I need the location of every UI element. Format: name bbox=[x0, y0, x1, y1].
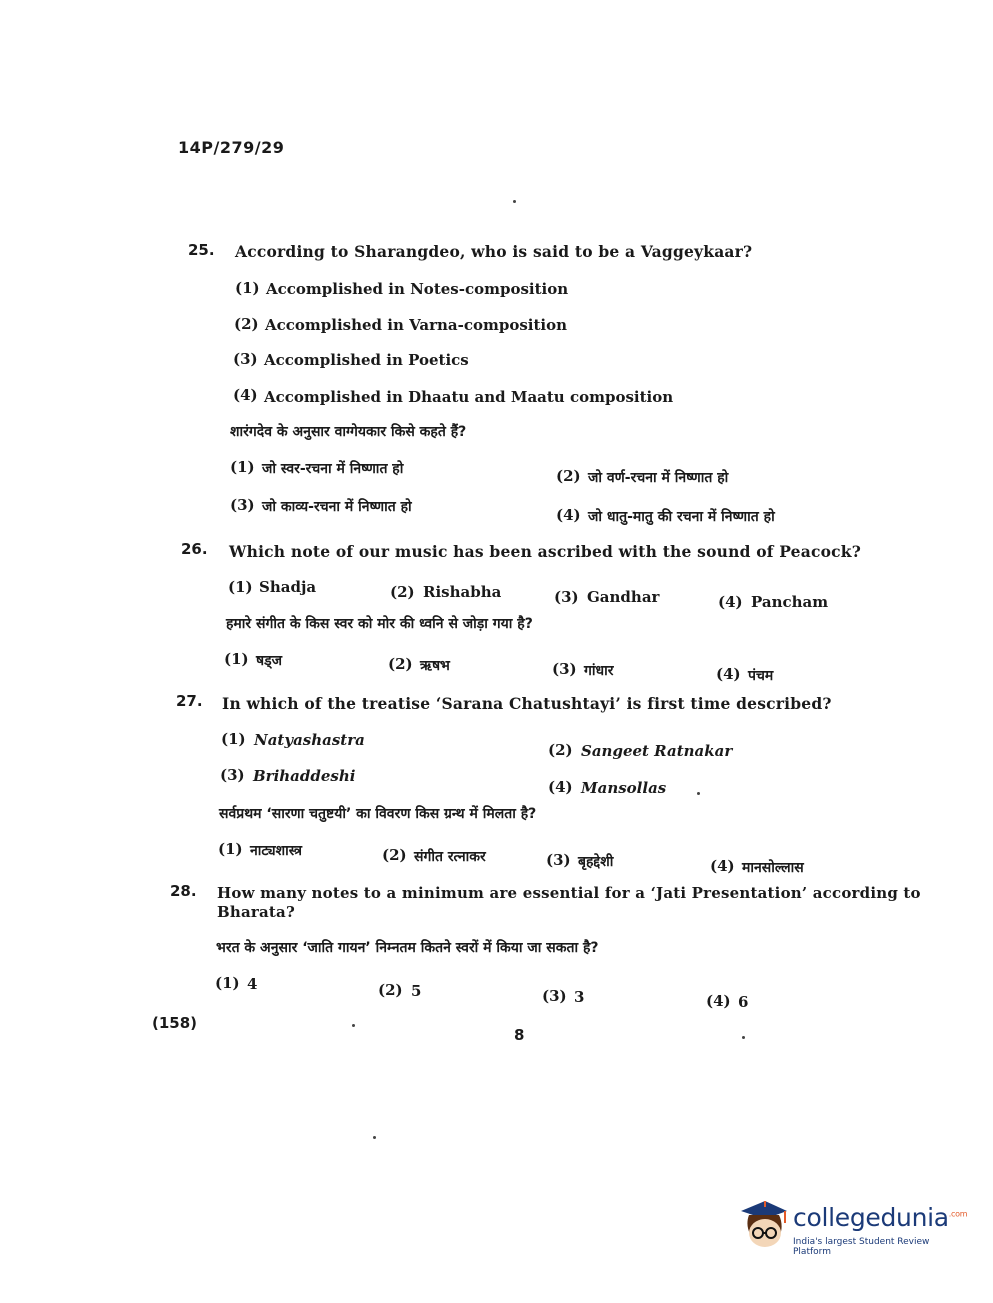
option-number: (2) bbox=[390, 583, 415, 601]
logo-wordmark: collegedunia$^{.com}$ bbox=[793, 1203, 968, 1232]
question-text: Which note of our music has been ascribed with the sound of Peacock? bbox=[229, 542, 862, 561]
option-number: (3) bbox=[554, 588, 579, 606]
question-number: 28. bbox=[170, 882, 197, 900]
option-number: (4) bbox=[233, 386, 258, 404]
hindi-option-text: पंचम bbox=[748, 668, 774, 684]
hindi-option-number: (1) bbox=[218, 840, 243, 858]
hindi-option-number: (2) bbox=[556, 467, 581, 485]
scan-speck bbox=[513, 200, 516, 203]
option-number: (4) bbox=[718, 593, 743, 611]
option-text: 4 bbox=[247, 975, 258, 993]
hindi-option-text: गांधार bbox=[584, 663, 614, 679]
option-text: Pancham bbox=[751, 593, 829, 611]
hindi-question-text: शारंगदेव के अनुसार वाग्गेयकार किसे कहते हैं? bbox=[230, 424, 467, 440]
hindi-option-text: ऋषभ bbox=[420, 658, 450, 674]
hindi-option-number: (3) bbox=[546, 851, 571, 869]
hindi-option-number: (3) bbox=[230, 496, 255, 514]
option-number: (3) bbox=[233, 350, 258, 368]
option-text: Brihaddeshi bbox=[253, 767, 356, 785]
question-text: According to Sharangdeo, who is said to be a Vaggeykaar? bbox=[235, 242, 753, 261]
option-number: (2) bbox=[234, 315, 259, 333]
paper-code: 14P/279/29 bbox=[178, 138, 285, 157]
option-number: (2) bbox=[378, 981, 403, 999]
question-number: 25. bbox=[188, 241, 215, 259]
option-text: 6 bbox=[738, 993, 749, 1011]
option-text: Sangeet Ratnakar bbox=[581, 742, 733, 760]
hindi-option-number: (2) bbox=[382, 846, 407, 864]
option-text: Accomplished in Dhaatu and Maatu composition bbox=[264, 388, 674, 406]
question-text-line2: Bharata? bbox=[217, 903, 295, 921]
option-text: Shadja bbox=[259, 578, 317, 596]
option-text: Natyashastra bbox=[254, 731, 365, 749]
option-number: (4) bbox=[548, 778, 573, 796]
page-number: 8 bbox=[514, 1026, 525, 1044]
hindi-option-text: जो काव्य-रचना में निष्णात हो bbox=[262, 499, 412, 515]
hindi-option-number: (2) bbox=[388, 655, 413, 673]
hindi-option-text: मानसोल्लास bbox=[742, 860, 804, 876]
hindi-question-text: सर्वप्रथम ‘सारणा चतुष्टयी’ का विवरण किस ग्रन्थ में मिलता है? bbox=[219, 806, 537, 822]
option-text: Mansollas bbox=[581, 779, 667, 797]
option-number: (4) bbox=[706, 992, 731, 1010]
option-text: Accomplished in Varna-composition bbox=[265, 316, 568, 334]
option-number: (3) bbox=[542, 987, 567, 1005]
hindi-option-text: नाट्यशास्त्र bbox=[250, 843, 302, 859]
scan-speck bbox=[742, 1036, 745, 1039]
hindi-option-number: (4) bbox=[716, 665, 741, 683]
mascot-icon bbox=[735, 1195, 791, 1257]
hindi-option-number: (3) bbox=[552, 660, 577, 678]
option-number: (1) bbox=[235, 279, 260, 297]
hindi-option-number: (4) bbox=[710, 857, 735, 875]
hindi-question-text: हमारे संगीत के किस स्वर को मोर की ध्वनि से जोड़ा गया है? bbox=[226, 616, 533, 632]
scan-speck bbox=[373, 1136, 376, 1139]
option-text: 5 bbox=[411, 982, 422, 1000]
option-text: 3 bbox=[574, 988, 585, 1006]
option-text: Rishabha bbox=[423, 583, 502, 601]
hindi-option-number: (1) bbox=[224, 650, 249, 668]
hindi-option-number: (1) bbox=[230, 458, 255, 476]
hindi-option-text: जो स्वर-रचना में निष्णात हो bbox=[262, 461, 404, 477]
question-number: 27. bbox=[176, 692, 203, 710]
question-text: In which of the treatise ‘Sarana Chatushtayi’ is first time described? bbox=[222, 694, 832, 713]
hindi-question-text: भरत के अनुसार ‘जाति गायन’ निम्नतम कितने स्वरों में किया जा सकता है? bbox=[216, 940, 599, 956]
scan-speck bbox=[352, 1024, 355, 1027]
hindi-option-text: संगीत रत्नाकर bbox=[414, 849, 486, 865]
question-text-line1: How many notes to a minimum are essential for a ‘Jati Presentation’ according to bbox=[217, 884, 921, 902]
hindi-option-text: जो वर्ण-रचना में निष्णात हो bbox=[588, 470, 729, 486]
logo-tagline: India's largest Student Review Platform bbox=[793, 1237, 930, 1257]
option-text: Accomplished in Notes-composition bbox=[266, 280, 569, 298]
hindi-option-text: जो धातु-मातु की रचना में निष्णात हो bbox=[588, 509, 775, 525]
option-text: Accomplished in Poetics bbox=[264, 351, 469, 369]
option-number: (1) bbox=[228, 578, 253, 596]
option-number: (1) bbox=[215, 974, 240, 992]
question-number: 26. bbox=[181, 540, 208, 558]
option-text: Gandhar bbox=[587, 588, 660, 606]
option-number: (2) bbox=[548, 741, 573, 759]
hindi-option-text: षड्ज bbox=[256, 653, 282, 669]
option-number: (1) bbox=[221, 730, 246, 748]
collegedunia-logo bbox=[735, 1195, 968, 1265]
option-number: (3) bbox=[220, 766, 245, 784]
booklet-code: (158) bbox=[152, 1014, 198, 1032]
scan-speck bbox=[697, 792, 700, 795]
hindi-option-number: (4) bbox=[556, 506, 581, 524]
hindi-option-text: बृहद्देशी bbox=[578, 854, 614, 870]
